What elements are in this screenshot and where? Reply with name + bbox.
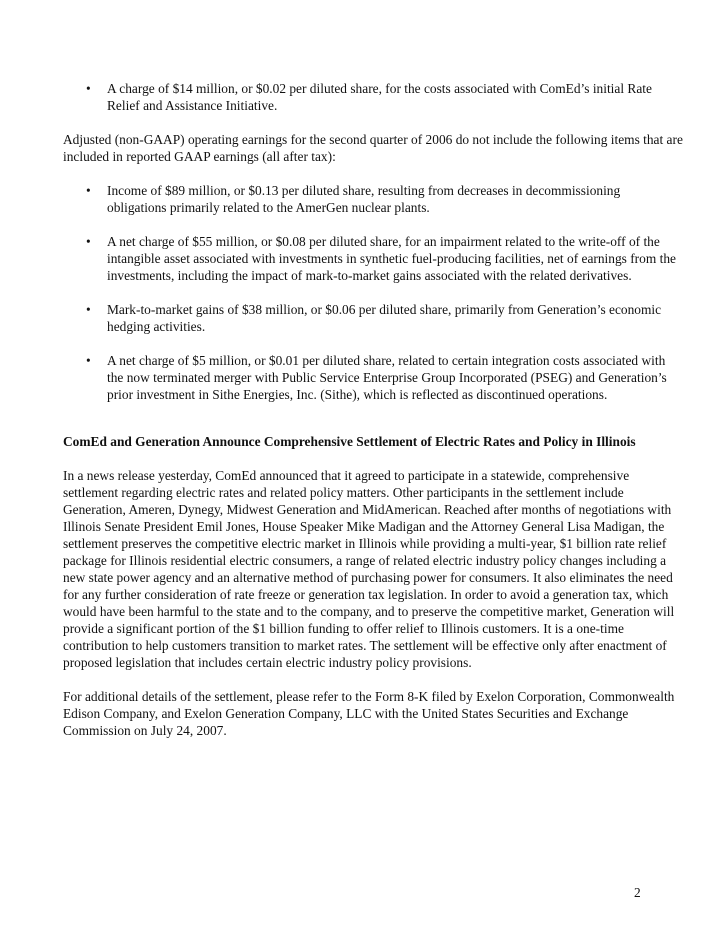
bullet-item — [63, 182, 683, 216]
section-heading: ComEd and Generation Announce Comprehensive Settlement of Electric Rates and Policy in Illinois — [63, 434, 636, 449]
charges-bullet-list — [63, 80, 683, 114]
bullet-text: Mark-to-market gains of $38 million, or $0.06 per diluted share, primarily from Generation’s economic hedging activities. — [107, 302, 662, 334]
bullet-icon: • — [86, 81, 91, 96]
bullet-icon: • — [86, 234, 91, 249]
excluded-items-bullet-list — [63, 182, 683, 403]
bullet-item — [63, 352, 683, 403]
bullet-item — [63, 233, 683, 284]
adjusted-earnings-intro: Adjusted (non-GAAP) operating earnings for the second quarter of 2006 do not include the following items that are included in reported GAAP earnings (all after tax): — [63, 132, 683, 164]
additional-details-paragraph: For additional details of the settlement, please refer to the Form 8-K filed by Exelon Corporation, Commonwealth Edison Company, and Exelon Generation Company, LLC with the United States Securities and Exchange Commission on July 24, 2007. — [63, 689, 675, 738]
bullet-item — [63, 80, 683, 114]
bullet-text: Income of $89 million, or $0.13 per diluted share, resulting from decreases in decommissioning obligations primarily related to the AmerGen nuclear plants. — [107, 183, 621, 215]
document-page — [63, 80, 683, 756]
bullet-icon: • — [86, 183, 91, 198]
bullet-icon: • — [86, 353, 91, 368]
page-number: 2 — [634, 885, 641, 900]
bullet-item — [63, 301, 683, 335]
bullet-icon: • — [86, 302, 91, 317]
bullet-text: A net charge of $55 million, or $0.08 per diluted share, for an impairment related to the write-off of the intangible asset associated with investments in synthetic fuel-producing facilities, net of earnings from the investments, including the impact of mark-to-market gains associated with the related derivatives. — [107, 234, 676, 283]
bullet-text: A net charge of $5 million, or $0.01 per diluted share, related to certain integration costs associated with the now terminated merger with Public Service Enterprise Group Incorporated (PSEG) and Generation’s prior investment in Sithe Energies, Inc. (Sithe), which is reflected as discontinued operations. — [107, 353, 667, 402]
settlement-paragraph: In a news release yesterday, ComEd announced that it agreed to participate in a statewide, comprehensive settlement regarding electric rates and related policy matters. Other participants in the settlement include Generation, Ameren, Dynegy, Midwest Generation and MidAmerican. Reached after months of negotiations with Illinois Senate President Emil Jones, House Speaker Mike Madigan and the Attorney General Lisa Madigan, the settlement preserves the competitive electric market in Illinois while providing a multi-year, $1 billion rate relief package for Illinois residential electric consumers, a range of related electric industry policy changes including a new state power agency and an alternative method of purchasing power for consumers. It also eliminates the need for any further consideration of rate freeze or generation tax legislation. In order to avoid a generation tax, which would have been harmful to the state and to the company, and to preserve the competitive market, Generation will provide a significant portion of the $1 billion funding to offer relief to Illinois customers. It is a one-time contribution to help customers transition to market rates. The settlement will be effective only after enactment of proposed legislation that includes certain electric industry policy provisions. — [63, 468, 675, 670]
bullet-text: A charge of $14 million, or $0.02 per diluted share, for the costs associated with ComEd’s initial Rate Relief and Assistance Initiative. — [107, 81, 652, 113]
